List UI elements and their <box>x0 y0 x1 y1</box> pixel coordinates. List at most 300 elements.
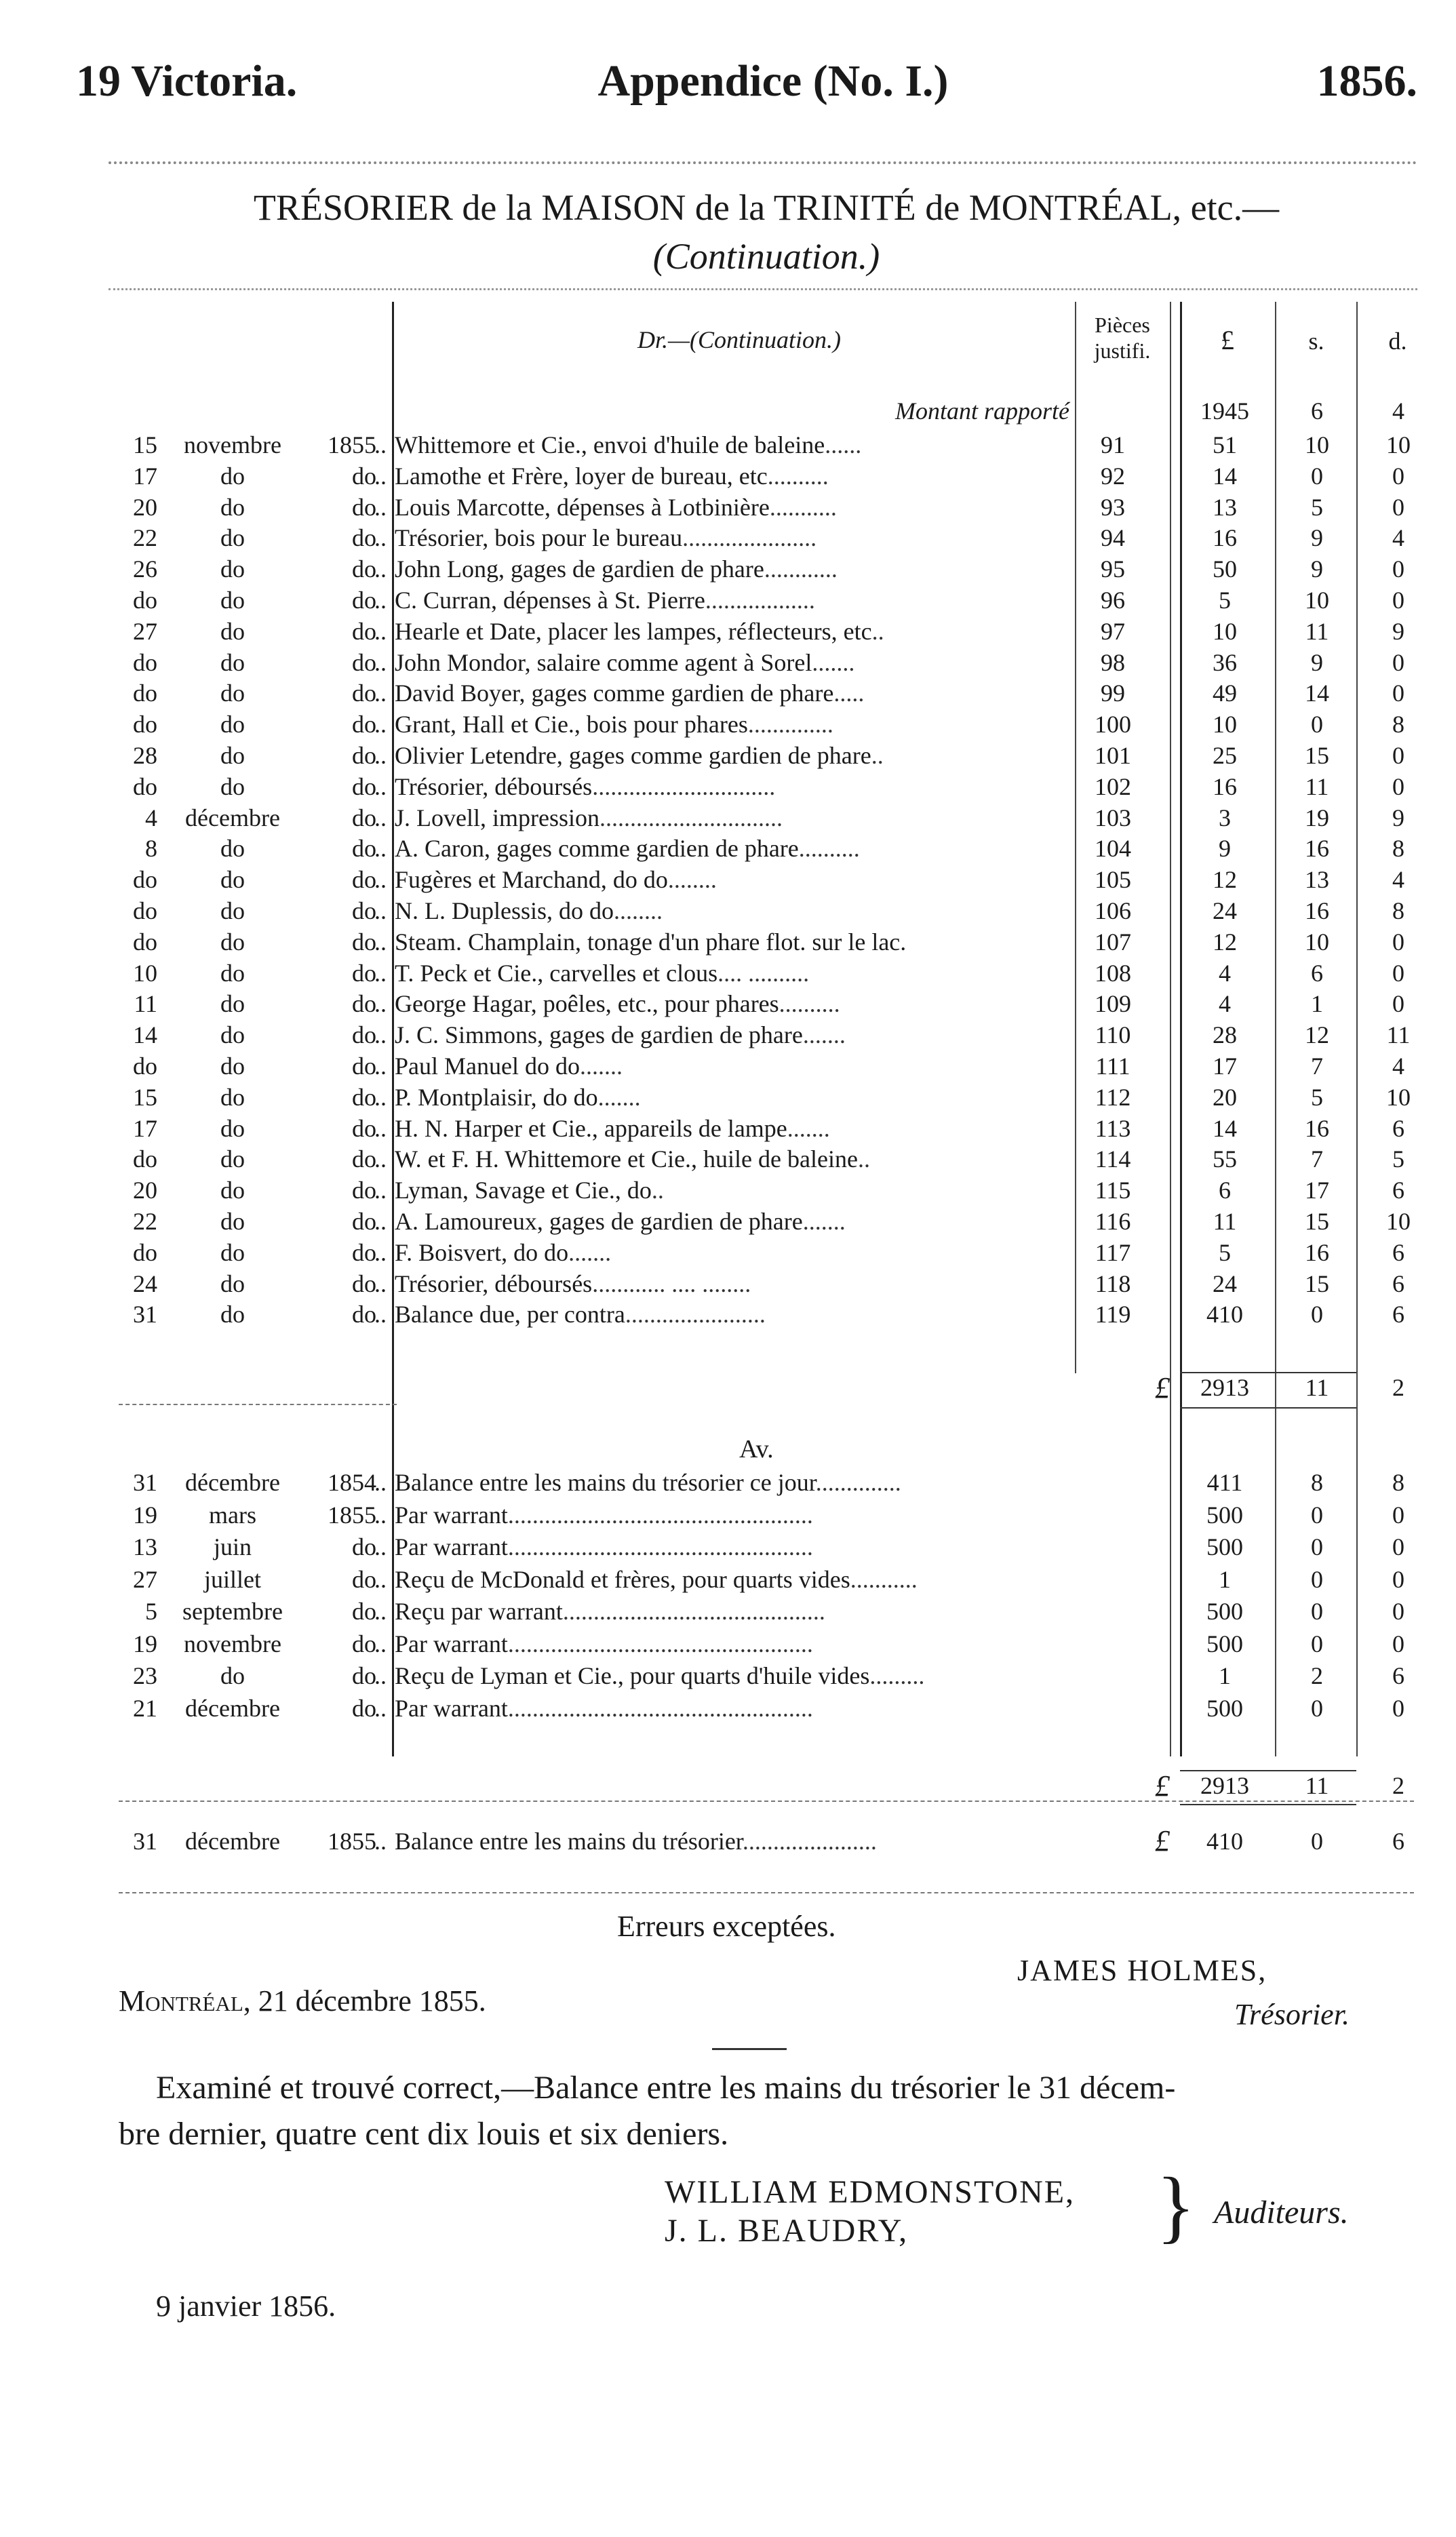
col-header-dr: Dr.—(Continuation.) <box>637 326 842 353</box>
debit-year: do <box>352 1270 376 1297</box>
debit-piece: 91 <box>1101 431 1125 458</box>
debit-pence: 6 <box>1392 1238 1404 1266</box>
debit-year: do <box>352 1114 376 1142</box>
debit-pounds: 5 <box>1219 1238 1231 1266</box>
debit-pence: 0 <box>1392 587 1404 614</box>
debit-year: do <box>352 1083 376 1111</box>
debit-sep: .. <box>374 959 387 987</box>
debit-day: do <box>133 1053 157 1080</box>
debit-day: 15 <box>133 1083 157 1111</box>
debit-piece: 97 <box>1101 617 1125 645</box>
debit-pence: 0 <box>1392 990 1404 1018</box>
credit-pence: 6 <box>1392 1662 1404 1689</box>
audit-date: 9 janvier 1856. <box>156 2289 336 2323</box>
debit-shillings: 15 <box>1305 742 1329 769</box>
debit-pounds: 10 <box>1213 617 1237 645</box>
credit-pence: 0 <box>1392 1630 1404 1657</box>
debit-shillings: 5 <box>1311 493 1323 521</box>
credit-month: juillet <box>204 1565 261 1593</box>
col-header-pounds: £ <box>1221 325 1234 355</box>
debit-pence: 10 <box>1386 1083 1411 1111</box>
debit-sep: .. <box>374 1177 387 1204</box>
debit-shillings: 19 <box>1305 804 1329 831</box>
debit-sep: .. <box>374 1083 387 1111</box>
debit-piece: 106 <box>1095 897 1131 924</box>
debit-day: do <box>133 897 157 924</box>
debit-pence: 0 <box>1392 928 1404 956</box>
debit-sep: .. <box>374 587 387 614</box>
debit-piece: 108 <box>1095 959 1131 987</box>
debit-year: do <box>352 742 376 769</box>
credit-sep: .. <box>374 1565 387 1593</box>
debit-sep: .. <box>374 742 387 769</box>
debit-day: do <box>133 587 157 614</box>
credit-sep: .. <box>374 1469 387 1496</box>
debit-month: do <box>220 680 245 707</box>
debit-description: Balance due, per contra....................... <box>395 1301 766 1329</box>
debit-pounds: 9 <box>1219 835 1231 863</box>
closing-pence: 6 <box>1392 1828 1404 1855</box>
debit-year: do <box>352 959 376 987</box>
debit-pounds: 10 <box>1213 711 1237 739</box>
debit-description: A. Lamoureux, gages de gardien de phare....... <box>395 1208 846 1235</box>
debit-piece: 116 <box>1095 1208 1131 1235</box>
debit-sep: .. <box>374 928 387 956</box>
debit-year: do <box>352 835 376 863</box>
col-header-shillings: s. <box>1308 328 1324 355</box>
debit-pounds: 4 <box>1219 990 1231 1018</box>
debit-day: do <box>133 866 157 894</box>
credit-day: 19 <box>133 1501 157 1529</box>
debit-separator <box>119 1404 397 1405</box>
debit-sep: .. <box>374 1238 387 1266</box>
credit-row <box>0 1562 1456 1598</box>
debit-day: 20 <box>133 1177 157 1204</box>
debit-description: A. Caron, gages comme gardien de phare.......... <box>395 835 860 863</box>
credit-row <box>0 1691 1456 1727</box>
credit-month: novembre <box>184 1630 281 1657</box>
credit-description: Par warrant.................................................. <box>395 1630 813 1657</box>
debit-pounds: 4 <box>1219 959 1231 987</box>
debit-description: T. Peck et Cie., carvelles et clous.... .......... <box>395 959 810 987</box>
credit-day: 23 <box>133 1662 157 1689</box>
debit-shillings: 0 <box>1311 711 1323 739</box>
debit-sep: .. <box>374 462 387 490</box>
debit-pounds: 49 <box>1213 680 1237 707</box>
debit-day: 31 <box>133 1301 157 1329</box>
title-line: TRÉSORIER de la MAISON de la TRINITÉ de MONTRÉAL, etc.— <box>253 187 1280 228</box>
debit-pence: 11 <box>1386 1021 1411 1049</box>
debit-piece: 105 <box>1095 866 1131 894</box>
debit-month: do <box>220 1301 245 1329</box>
debit-month: do <box>220 1238 245 1266</box>
debit-pounds: 14 <box>1213 462 1237 490</box>
debit-year: do <box>352 1208 376 1235</box>
credit-shillings: 0 <box>1311 1533 1323 1560</box>
debit-month: do <box>220 555 245 583</box>
debit-year: do <box>352 462 376 490</box>
debit-total-row <box>0 1370 1456 1406</box>
debit-day: 28 <box>133 742 157 769</box>
debit-description: Lyman, Savage et Cie., do.. <box>395 1177 664 1204</box>
debit-sep: .. <box>374 617 387 645</box>
debit-month: do <box>220 866 245 894</box>
debit-pounds: 51 <box>1213 431 1237 458</box>
title-dotted-rule <box>109 288 1417 290</box>
credit-year: do <box>352 1662 376 1689</box>
closing-shillings: 0 <box>1311 1828 1323 1855</box>
closing-month: décembre <box>185 1828 280 1855</box>
debit-year: do <box>352 928 376 956</box>
credit-month: juin <box>213 1533 252 1560</box>
debit-shillings: 15 <box>1305 1208 1329 1235</box>
credit-pounds: 500 <box>1206 1598 1243 1625</box>
debit-description: Trésorier, déboursés............ .... ........ <box>395 1270 751 1297</box>
debit-month: do <box>220 928 245 956</box>
credit-shillings: 8 <box>1311 1469 1323 1496</box>
debit-month: do <box>220 587 245 614</box>
credit-month: décembre <box>185 1694 280 1722</box>
debit-pence: 5 <box>1392 1145 1404 1173</box>
debit-shillings: 16 <box>1305 1114 1329 1142</box>
debit-piece: 100 <box>1095 711 1131 739</box>
debit-pence: 0 <box>1392 742 1404 769</box>
debit-piece: 104 <box>1095 835 1131 863</box>
credit-pence: 0 <box>1392 1501 1404 1529</box>
debit-sep: .. <box>374 648 387 676</box>
debit-pence: 6 <box>1392 1270 1404 1297</box>
debit-month: do <box>220 959 245 987</box>
debit-description: Paul Manuel do do....... <box>395 1053 623 1080</box>
page-title <box>119 183 1414 281</box>
audit-line-1: Examiné et trouvé correct,—Balance entre les mains du trésorier le 31 décem- <box>156 2070 1176 2106</box>
debit-piece: 99 <box>1101 680 1125 707</box>
debit-shillings: 10 <box>1305 431 1329 458</box>
debit-day: 22 <box>133 1208 157 1235</box>
debit-pence: 8 <box>1392 711 1404 739</box>
debit-description: C. Curran, dépenses à St. Pierre.................. <box>395 587 815 614</box>
debit-shillings: 10 <box>1305 928 1329 956</box>
credit-description: Reçu de Lyman et Cie., pour quarts d'huile vides......... <box>395 1662 925 1689</box>
credit-sep: .. <box>374 1630 387 1657</box>
debit-piece: 113 <box>1095 1114 1131 1142</box>
place-date: Montréal, 21 décembre 1855. <box>119 1984 486 2018</box>
debit-sep: .. <box>374 1021 387 1049</box>
debit-description: W. et F. H. Whittemore et Cie., huile de baleine.. <box>395 1145 870 1173</box>
debit-pounds: 5 <box>1219 587 1231 614</box>
debit-shillings: 14 <box>1305 680 1329 707</box>
header-center: Appendice (No. I.) <box>597 56 949 106</box>
debit-year: do <box>352 555 376 583</box>
debit-pence: 8 <box>1392 835 1404 863</box>
debit-sep: .. <box>374 804 387 831</box>
debit-month: do <box>220 1053 245 1080</box>
debit-pence: 0 <box>1392 772 1404 800</box>
debit-piece: 102 <box>1095 772 1131 800</box>
debit-sep: .. <box>374 772 387 800</box>
debit-shillings: 1 <box>1311 990 1323 1018</box>
debit-pounds: 17 <box>1213 1053 1237 1080</box>
debit-description: H. N. Harper et Cie., appareils de lampe....... <box>395 1114 830 1142</box>
debit-sep: .. <box>374 835 387 863</box>
brace-icon: } <box>1156 2161 1196 2251</box>
debit-description: Whittemore et Cie., envoi d'huile de baleine...... <box>395 431 862 458</box>
debit-sep: .. <box>374 866 387 894</box>
header-left: 19 Victoria. <box>76 56 298 106</box>
debit-piece: 98 <box>1101 648 1125 676</box>
debit-shillings: 7 <box>1311 1053 1323 1080</box>
credit-header: Av. <box>739 1435 774 1463</box>
credit-sep: .. <box>374 1694 387 1722</box>
debit-month: do <box>220 1270 245 1297</box>
debit-piece: 114 <box>1095 1145 1131 1173</box>
title-continuation: (Continuation.) <box>652 236 880 277</box>
debit-day: 8 <box>145 835 157 863</box>
credit-year: 1854 <box>328 1469 376 1496</box>
credit-shillings: 2 <box>1311 1662 1323 1689</box>
debit-description: N. L. Duplessis, do do........ <box>395 897 663 924</box>
debit-description: Louis Marcotte, dépenses à Lotbinière........... <box>395 493 837 521</box>
brought-forward-shillings: 6 <box>1311 397 1323 425</box>
debit-year: do <box>352 1238 376 1266</box>
debit-pence: 0 <box>1392 648 1404 676</box>
debit-piece: 92 <box>1101 462 1125 490</box>
debit-month: do <box>220 742 245 769</box>
credit-description: Par warrant.................................................. <box>395 1533 813 1560</box>
debit-pounds: 50 <box>1213 555 1237 583</box>
debit-description: John Long, gages de gardien de phare............ <box>395 555 838 583</box>
debit-total-pence: 2 <box>1392 1374 1404 1401</box>
credit-year: do <box>352 1694 376 1722</box>
credit-row <box>0 1497 1456 1533</box>
debit-sep: .. <box>374 1053 387 1080</box>
debit-pounds: 410 <box>1206 1301 1243 1329</box>
debit-month: do <box>220 990 245 1018</box>
debit-month: do <box>220 617 245 645</box>
short-rule <box>712 2048 787 2050</box>
debit-day: 24 <box>133 1270 157 1297</box>
col-header-pence: d. <box>1388 328 1407 355</box>
debit-year: do <box>352 524 376 552</box>
debit-pounds: 13 <box>1213 493 1237 521</box>
debit-pounds: 6 <box>1219 1177 1231 1204</box>
brought-forward-pence: 4 <box>1392 397 1404 425</box>
debit-month: do <box>220 1083 245 1111</box>
debit-sep: .. <box>374 680 387 707</box>
debit-month: do <box>220 493 245 521</box>
debit-year: do <box>352 772 376 800</box>
debit-description: J. Lovell, impression.............................. <box>395 804 783 831</box>
credit-day: 13 <box>133 1533 157 1560</box>
debit-description: George Hagar, poêles, etc., pour phares.......... <box>395 990 840 1018</box>
debit-month: do <box>220 1145 245 1173</box>
debit-pounds: 11 <box>1213 1208 1237 1235</box>
debit-day: 11 <box>134 990 157 1018</box>
debit-month: do <box>220 1208 245 1235</box>
debit-pence: 10 <box>1386 431 1411 458</box>
debit-pounds: 28 <box>1213 1021 1237 1049</box>
debit-month: do <box>220 711 245 739</box>
debit-sep: .. <box>374 1270 387 1297</box>
debit-piece: 103 <box>1095 804 1131 831</box>
credit-description: Par warrant.................................................. <box>395 1694 813 1722</box>
debit-description: Trésorier, déboursés.............................. <box>395 772 776 800</box>
credit-pounds: 500 <box>1206 1630 1243 1657</box>
audit-statement <box>119 2065 1428 2157</box>
credit-month: décembre <box>185 1469 280 1496</box>
credit-month: mars <box>209 1501 256 1529</box>
debit-row <box>0 1297 1456 1333</box>
credit-pounds: 500 <box>1206 1501 1243 1529</box>
credit-shillings: 0 <box>1311 1501 1323 1529</box>
debit-shillings: 11 <box>1305 772 1329 800</box>
debit-total-symbol: £ <box>1155 1371 1170 1404</box>
debit-day: do <box>133 680 157 707</box>
credit-day: 27 <box>133 1565 157 1593</box>
credit-shillings: 0 <box>1311 1565 1323 1593</box>
top-dotted-rule <box>109 161 1417 164</box>
credit-sep: .. <box>374 1533 387 1560</box>
debit-pounds: 55 <box>1213 1145 1237 1173</box>
credit-pence: 8 <box>1392 1469 1404 1496</box>
closing-balance-row <box>0 1821 1456 1862</box>
brought-forward-pounds: 1945 <box>1200 397 1249 425</box>
debit-day: 26 <box>133 555 157 583</box>
credit-pounds: 500 <box>1206 1533 1243 1560</box>
debit-year: do <box>352 1021 376 1049</box>
debit-day: 20 <box>133 493 157 521</box>
header-right: 1856. <box>1316 56 1417 106</box>
debit-year: do <box>352 897 376 924</box>
debit-sep: .. <box>374 711 387 739</box>
debit-description: Fugères et Marchand, do do........ <box>395 866 717 894</box>
debit-shillings: 10 <box>1305 587 1329 614</box>
debit-month: do <box>220 772 245 800</box>
debit-shillings: 16 <box>1305 835 1329 863</box>
credit-year: do <box>352 1565 376 1593</box>
debit-pounds: 16 <box>1213 524 1237 552</box>
debit-piece: 112 <box>1095 1083 1131 1111</box>
credit-sep: .. <box>374 1662 387 1689</box>
debit-shillings: 9 <box>1311 648 1323 676</box>
treasurer-name: JAMES HOLMES, <box>1017 1954 1267 1987</box>
debit-shillings: 17 <box>1305 1177 1329 1204</box>
debit-month: novembre <box>184 431 281 458</box>
credit-sep: .. <box>374 1598 387 1625</box>
credit-month: septembre <box>182 1598 283 1625</box>
debit-description: Hearle et Date, placer les lampes, réflecteurs, etc.. <box>395 617 884 645</box>
debit-sep: .. <box>374 897 387 924</box>
credit-row <box>0 1594 1456 1630</box>
debit-pence: 0 <box>1392 959 1404 987</box>
credit-day: 19 <box>133 1630 157 1657</box>
treasurer-title: Trésorier. <box>1234 1998 1350 2031</box>
debit-day: do <box>133 711 157 739</box>
closing-day: 31 <box>133 1828 157 1855</box>
audit-line-2: bre dernier, quatre cent dix louis et six deniers. <box>119 2116 729 2152</box>
debit-day: do <box>133 1145 157 1173</box>
debit-pounds: 24 <box>1213 1270 1237 1297</box>
debit-description: Grant, Hall et Cie., bois pour phares.............. <box>395 711 833 739</box>
debit-piece: 111 <box>1095 1053 1130 1080</box>
debit-day: 22 <box>133 524 157 552</box>
debit-pounds: 20 <box>1213 1083 1237 1111</box>
debit-pounds: 24 <box>1213 897 1237 924</box>
debit-day: do <box>133 648 157 676</box>
debit-description: F. Boisvert, do do....... <box>395 1238 612 1266</box>
debit-description: P. Montplaisir, do do....... <box>395 1083 641 1111</box>
debit-month: do <box>220 1177 245 1204</box>
credit-pence: 0 <box>1392 1565 1404 1593</box>
closing-pounds: 410 <box>1206 1828 1243 1855</box>
debit-shillings: 0 <box>1311 462 1323 490</box>
credit-pence: 0 <box>1392 1533 1404 1560</box>
debit-pounds: 14 <box>1213 1114 1237 1142</box>
debit-sep: .. <box>374 1114 387 1142</box>
debit-pence: 9 <box>1392 617 1404 645</box>
closing-desc: Balance entre les mains du trésorier...................... <box>395 1828 877 1855</box>
debit-sep: .. <box>374 1145 387 1173</box>
credit-pence: 0 <box>1392 1598 1404 1625</box>
credit-row <box>0 1658 1456 1694</box>
debit-piece: 117 <box>1095 1238 1131 1266</box>
debit-shillings: 16 <box>1305 1238 1329 1266</box>
debit-description: Olivier Letendre, gages comme gardien de phare.. <box>395 742 884 769</box>
debit-piece: 96 <box>1101 587 1125 614</box>
debit-day: 14 <box>133 1021 157 1049</box>
debit-day: 10 <box>133 959 157 987</box>
credit-pounds: 500 <box>1206 1694 1243 1722</box>
credit-row <box>0 1529 1456 1565</box>
debit-pence: 6 <box>1392 1301 1404 1329</box>
debit-day: do <box>133 928 157 956</box>
credit-sep: .. <box>374 1501 387 1529</box>
debit-year: do <box>352 1145 376 1173</box>
debit-year: do <box>352 648 376 676</box>
debit-pence: 0 <box>1392 493 1404 521</box>
debit-piece: 107 <box>1095 928 1131 956</box>
debit-sep: .. <box>374 555 387 583</box>
credit-total-shillings: 11 <box>1305 1772 1329 1799</box>
credit-day: 5 <box>145 1598 157 1625</box>
credit-description: Reçu de McDonald et frères, pour quarts vides........... <box>395 1565 918 1593</box>
debit-year: do <box>352 711 376 739</box>
credit-row <box>0 1626 1456 1662</box>
credit-year: 1855 <box>328 1501 376 1529</box>
brought-forward-label: Montant rapporté <box>895 397 1069 425</box>
auditor-2: J. L. BEAUDRY, <box>665 2213 909 2249</box>
credit-total-row <box>0 1768 1456 1804</box>
debit-day: 15 <box>133 431 157 458</box>
debit-piece: 115 <box>1095 1177 1131 1204</box>
debit-total-shillings: 11 <box>1305 1374 1329 1401</box>
debit-sep: .. <box>374 1301 387 1329</box>
debit-shillings: 11 <box>1305 617 1329 645</box>
errors-excepted: Erreurs exceptées. <box>617 1910 836 1943</box>
debit-shillings: 9 <box>1311 524 1323 552</box>
credit-shillings: 0 <box>1311 1598 1323 1625</box>
closing-year: 1855 <box>328 1828 376 1855</box>
closing-sep: .. <box>374 1828 387 1855</box>
debit-year: do <box>352 866 376 894</box>
debit-month: décembre <box>185 804 280 831</box>
closing-symbol: £ <box>1155 1824 1170 1857</box>
debit-pence: 0 <box>1392 680 1404 707</box>
debit-day: 17 <box>133 1114 157 1142</box>
debit-sep: .. <box>374 990 387 1018</box>
debit-description: Steam. Champlain, tonage d'un phare flot. sur le lac. <box>395 928 907 956</box>
credit-description: Balance entre les mains du trésorier ce jour.............. <box>395 1469 901 1496</box>
